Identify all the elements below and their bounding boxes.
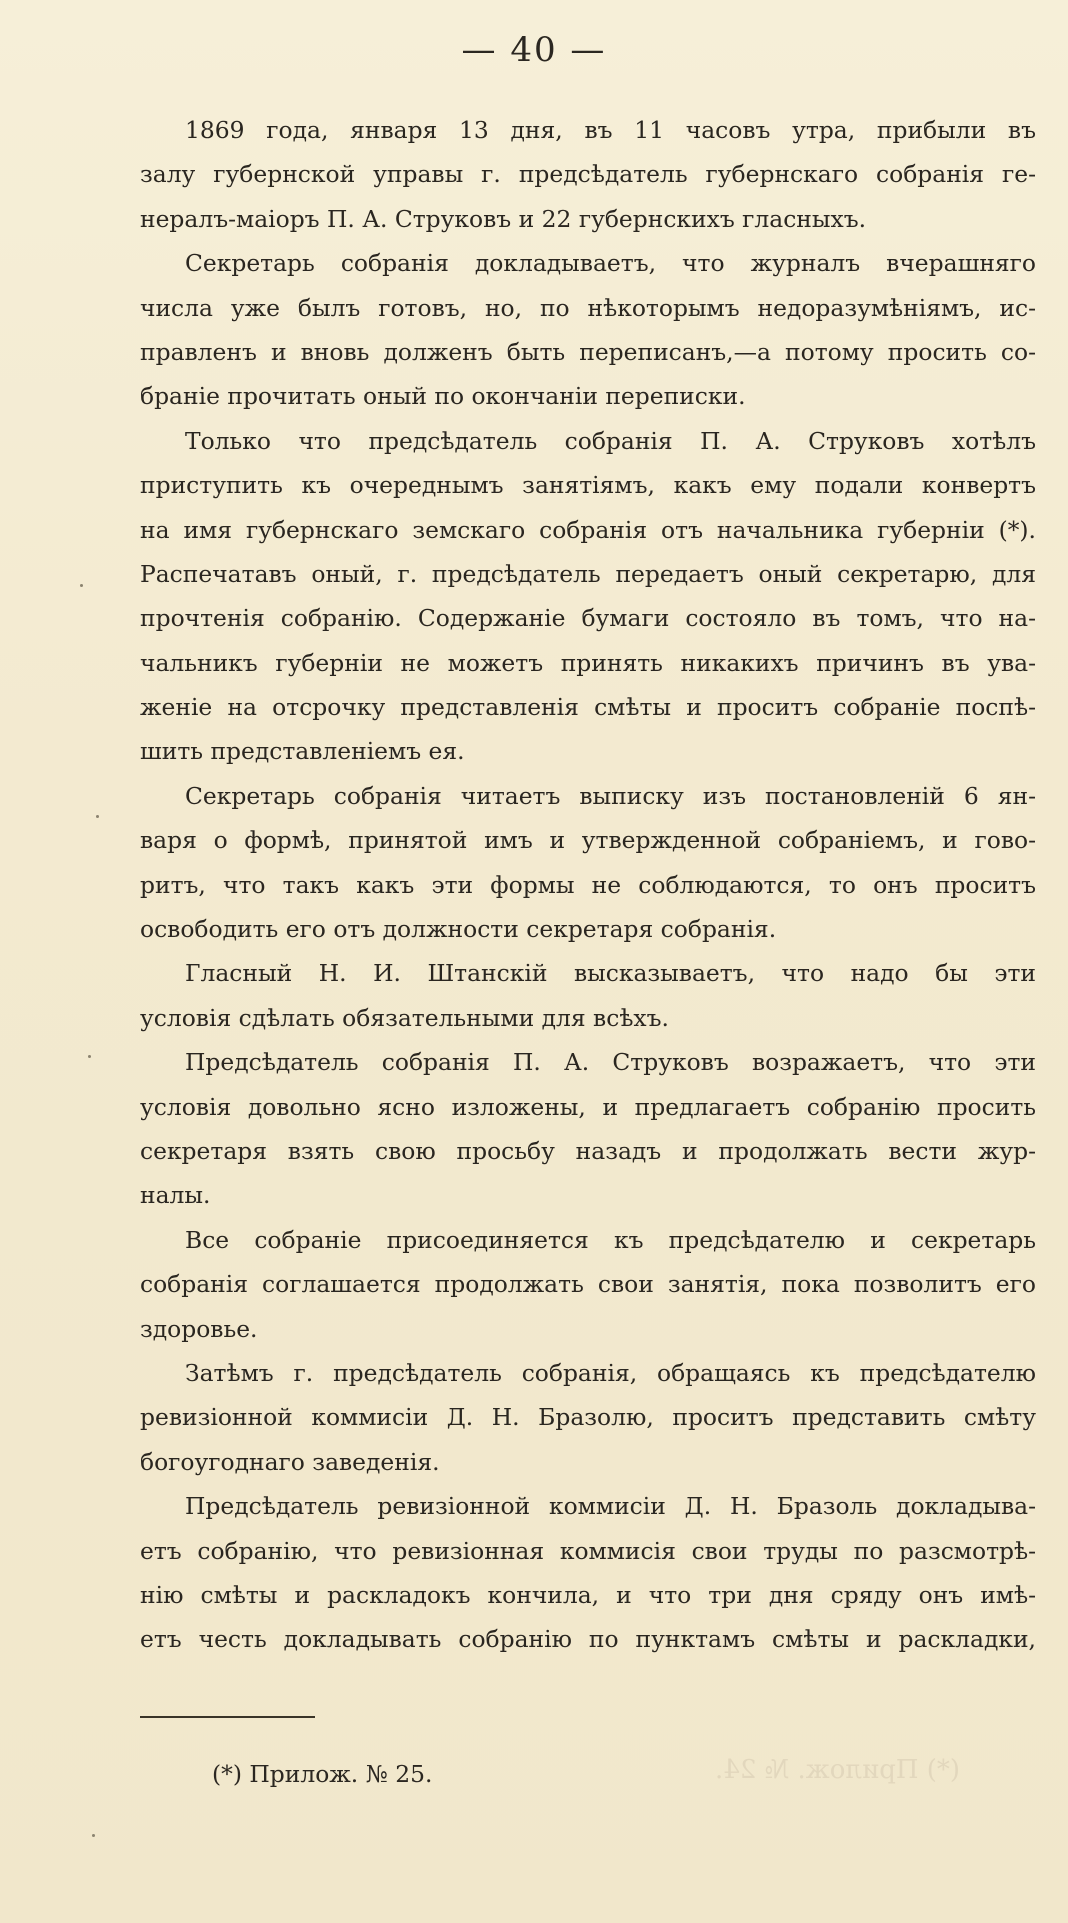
- paper-speck: [80, 584, 83, 587]
- text-line: на имя губернскаго земскаго собранія отъ начальника губерніи (*).: [140, 515, 1036, 544]
- footnote-divider: [140, 1716, 315, 1718]
- text-line: Только что предсѣдатель собранія П. А. Струковъ хотѣлъ: [185, 426, 1036, 455]
- bleed-through-text: (*) Прилож. № 24.: [715, 1755, 961, 1785]
- paper-speck: [92, 1834, 95, 1837]
- text-line: нію смѣты и раскладокъ кончила, и что три дня сряду онъ имѣ-: [140, 1580, 1036, 1609]
- text-line: условія довольно ясно изложены, и предлагаетъ собранію просить: [140, 1092, 1036, 1121]
- paragraph-4: [140, 774, 1036, 952]
- text-line: приступить къ очереднымъ занятіямъ, какъ ему подали конвертъ: [140, 471, 1036, 500]
- text-line: прочтенія собранію. Содержаніе бумаги состояло въ томъ, что на-: [140, 604, 1036, 633]
- paragraph-5: [140, 951, 1036, 1040]
- paragraph-6: [140, 1040, 1036, 1218]
- text-line: чальникъ губерніи не можетъ принять никакихъ причинъ въ ува-: [140, 648, 1036, 677]
- text-line: условія сдѣлать обязательными для всѣхъ.: [140, 1003, 669, 1032]
- footnote: (*) Прилож. № 25.: [212, 1760, 433, 1788]
- text-line: Распечатавъ оный, г. предсѣдатель передаетъ оный секретарю, для: [140, 559, 1036, 588]
- text-line: залу губернской управы г. предсѣдатель губернскаго собранія ге-: [140, 160, 1036, 189]
- paragraph-3: [140, 419, 1036, 774]
- text-line: здоровье.: [140, 1314, 258, 1343]
- page-number: — 40 —: [461, 30, 607, 70]
- text-line: секретаря взять свою просьбу назадъ и продолжать вести жур-: [140, 1136, 1036, 1165]
- paragraph-7: [140, 1218, 1036, 1351]
- text-line: варя о формѣ, принятой имъ и утвержденной собраніемъ, и гово-: [140, 826, 1036, 855]
- text-line: числа уже былъ готовъ, но, по нѣкоторымъ недоразумѣніямъ, ис-: [140, 293, 1036, 322]
- text-line: Все собраніе присоединяется къ предсѣдателю и секретарь: [185, 1225, 1036, 1254]
- text-line: собранія соглашается продолжать свои занятія, пока позволитъ его: [140, 1270, 1036, 1299]
- text-line: шить представленіемъ ея.: [140, 737, 465, 766]
- text-line: налы.: [140, 1181, 211, 1210]
- text-line: правленъ и вновь долженъ быть переписанъ,—а потому просить со-: [140, 337, 1036, 366]
- body-text: [140, 108, 1036, 1662]
- paper-speck: [88, 1055, 91, 1058]
- text-line: ревизіонной коммисіи Д. Н. Бразолю, проситъ представить смѣту: [140, 1403, 1036, 1432]
- paragraph-8: [140, 1351, 1036, 1484]
- text-line: женіе на отсрочку представленія смѣты и проситъ собраніе поспѣ-: [140, 693, 1036, 722]
- text-line: освободить его отъ должности секретаря собранія.: [140, 915, 777, 944]
- text-line: Предсѣдатель ревизіонной коммисіи Д. Н. Бразоль докладыва-: [185, 1492, 1036, 1521]
- text-line: браніе прочитать оный по окончаніи переписки.: [140, 382, 746, 411]
- paragraph-1: [140, 108, 1036, 241]
- text-line: Затѣмъ г. предсѣдатель собранія, обращаясь къ предсѣдателю: [185, 1358, 1036, 1387]
- text-line: богоугоднаго заведенія.: [140, 1447, 440, 1476]
- paper-speck: [96, 815, 99, 818]
- paragraph-2: [140, 241, 1036, 419]
- text-line: 1869 года, января 13 дня, въ 11 часовъ утра, прибыли въ: [185, 116, 1036, 144]
- text-line: етъ собранію, что ревизіонная коммисія свои труды по разсмотрѣ-: [140, 1536, 1036, 1565]
- text-line: Предсѣдатель собранія П. А. Струковъ возражаетъ, что эти: [185, 1048, 1036, 1077]
- text-line: нералъ-маіоръ П. А. Струковъ и 22 губернскихъ гласныхъ.: [140, 204, 867, 233]
- text-line: Секретарь собранія читаетъ выписку изъ постановленій 6 ян-: [185, 781, 1036, 810]
- paragraph-9: [140, 1484, 1036, 1662]
- text-line: Секретарь собранія докладываетъ, что журналъ вчерашняго: [185, 249, 1036, 278]
- text-line: ритъ, что такъ какъ эти формы не соблюдаются, то онъ проситъ: [140, 870, 1036, 899]
- text-line: етъ честь докладывать собранію по пунктамъ смѣты и раскладки,: [140, 1625, 1036, 1654]
- text-line: Гласный Н. И. Штанскій высказываетъ, что надо бы эти: [185, 959, 1036, 988]
